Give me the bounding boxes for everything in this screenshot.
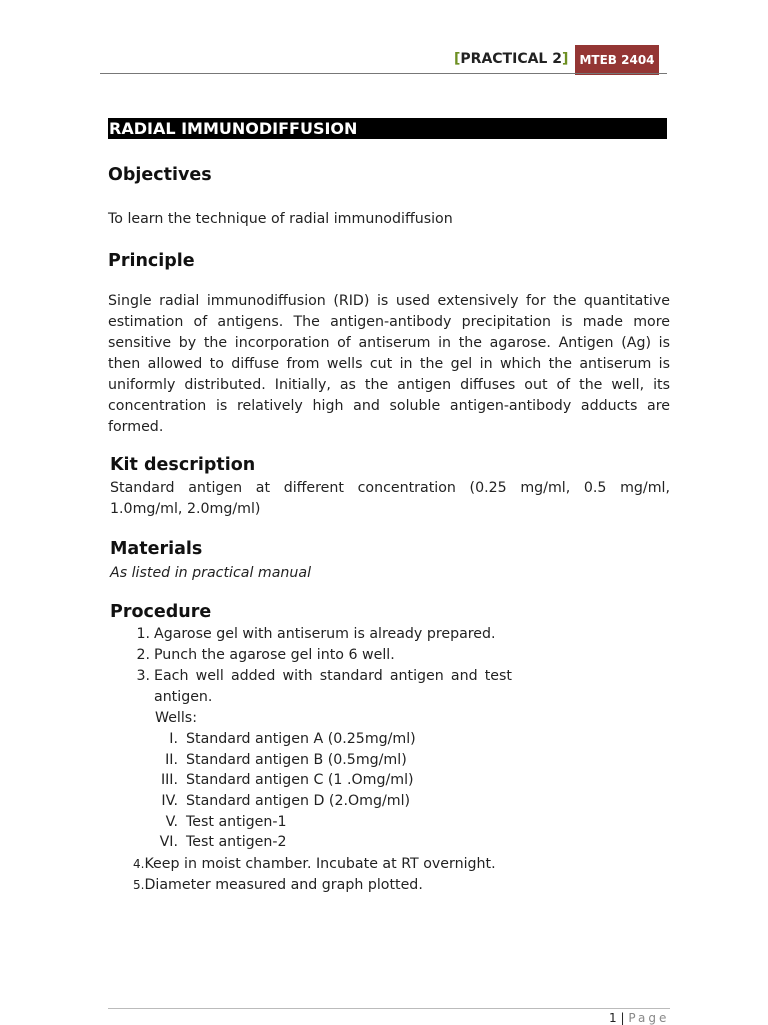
wells-label: Wells: [155,710,197,726]
step-number: 3. [136,668,150,684]
well-number: I. [169,731,178,747]
document-title: RADIAL IMMUNODIFFUSION [108,118,667,139]
step-text: Each well added with standard antigen and test antigen. [154,668,512,705]
well-number: V. [165,814,178,830]
well-text: Standard antigen C (1 .Omg/ml) [186,772,414,788]
principle-text: Single radial immunodiffusion (RID) is used extensively for the quantitative estimation of antigens. The antigen-antibody precipitation is made more sensitive by the incorporation of antiserum in the agarose. Antigen (Ag) is then allowed to diffuse from wells cut in the gel in which the antiserum is uniformly distributed. Initially, as the antigen diffuses out of the well, its concentration is relatively high and soluble antigen-antibody adducts are formed. [108,293,670,435]
procedure-step [133,875,423,896]
footer-divider [108,1008,670,1009]
footer-separator: | [620,1011,625,1025]
well-number: IV. [161,793,178,809]
principle-heading: Principle [108,251,195,271]
step-text: Punch the agarose gel into 6 well. [154,647,395,663]
well-text: Test antigen-1 [186,814,287,830]
bracket-open: [ [454,51,461,67]
header-divider [100,73,667,74]
step-text: Agarose gel with antiserum is already prepared. [154,626,496,642]
well-text: Standard antigen A (0.25mg/ml) [186,731,416,747]
step-number: 4. [133,857,145,871]
well-number: VI. [159,834,178,850]
step-text: Keep in moist chamber. Incubate at RT overnight. [144,856,496,872]
well-text: Standard antigen D (2.Omg/ml) [186,793,411,809]
materials-heading: Materials [110,539,203,559]
page-number: 1 [609,1011,617,1025]
step-number: 5. [133,878,145,892]
well-text: Test antigen-2 [186,834,287,850]
page-word: Page [628,1011,670,1025]
procedure-heading: Procedure [110,602,212,622]
well-text: Standard antigen B (0.5mg/ml) [186,752,407,768]
kit-text: Standard antigen at different concentration (0.25 mg/ml, 0.5 mg/ml, 1.0mg/ml, 2.0mg/ml) [110,480,670,517]
materials-text: As listed in practical manual [110,565,312,581]
step-number: 2. [136,647,150,663]
procedure-step [133,854,496,875]
header-practical-label [454,51,568,67]
well-number: II. [165,752,178,768]
kit-heading: Kit description [110,455,256,475]
course-code-badge: MTEB 2404 [575,45,659,75]
bracket-close: ] [561,51,569,67]
practical-number: PRACTICAL 2 [460,51,562,67]
objectives-heading: Objectives [108,165,212,185]
step-number: 1. [136,626,150,642]
objectives-text: To learn the technique of radial immunodiffusion [108,211,453,227]
page-footer [609,1011,669,1025]
step-text: Diameter measured and graph plotted. [144,877,423,893]
well-number: III. [160,772,178,788]
